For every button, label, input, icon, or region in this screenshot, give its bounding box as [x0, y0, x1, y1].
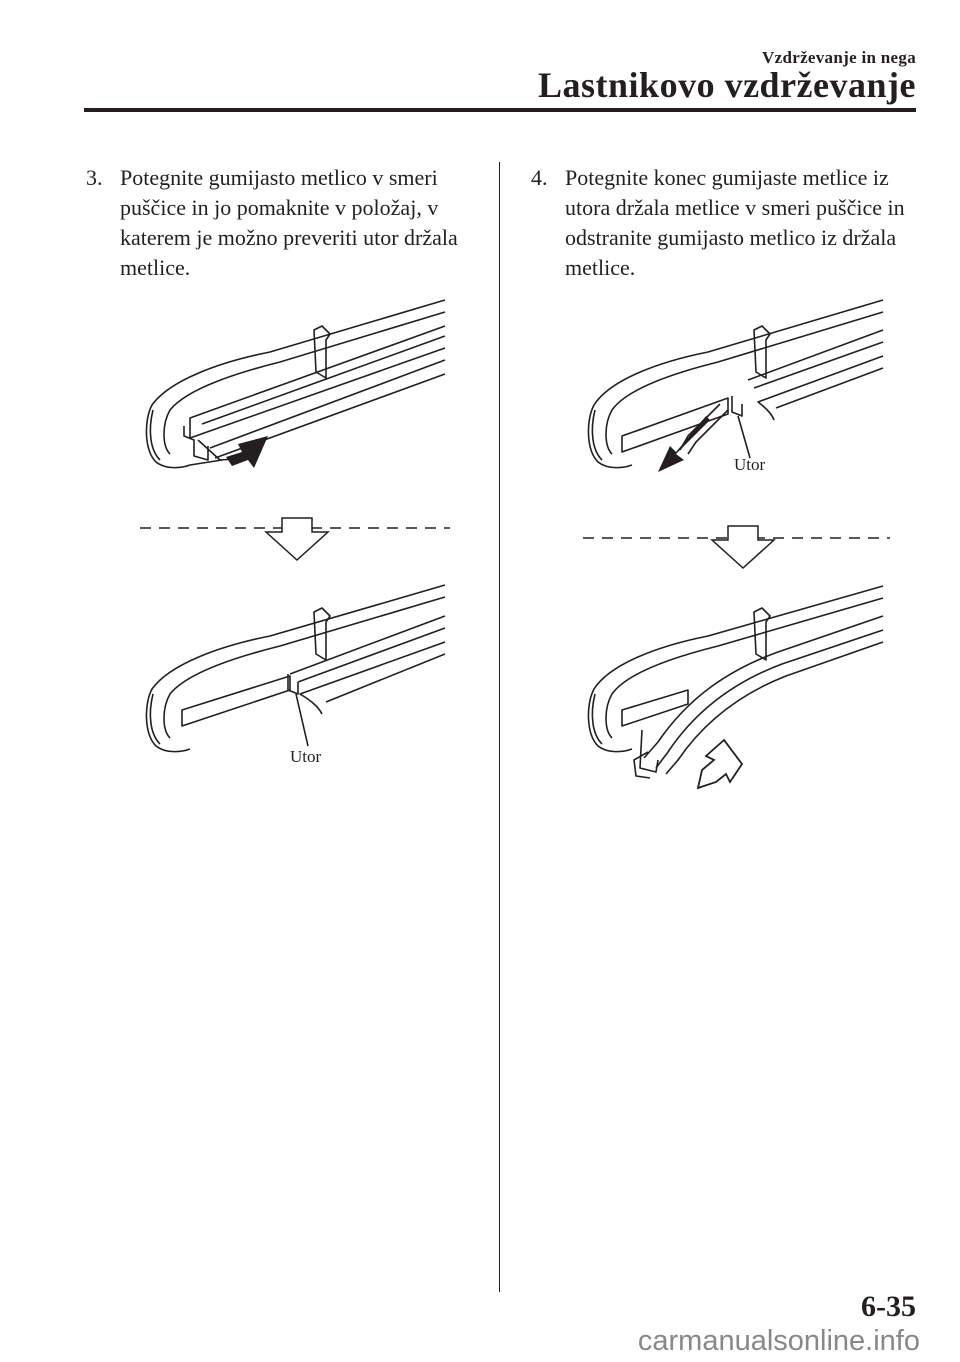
page-number: 6-35 — [861, 1290, 916, 1323]
wiper-rail-lower — [300, 642, 445, 714]
groove-label-3: Utor — [290, 747, 322, 766]
groove-label-4: Utor — [734, 455, 766, 474]
figure-step-3 — [130, 290, 460, 780]
step-4-text: Potegnite konec gumijaste metlice iz utora držala metlice v smeri puščice in odstranite gumijasto metlico iz držala metlice. — [565, 165, 905, 280]
down-arrow-icon — [266, 518, 328, 560]
wiper-rubber-strip — [182, 676, 290, 726]
down-arrow-icon-2 — [712, 526, 774, 568]
watermark: carmanualsonline.info — [637, 1325, 920, 1357]
figure-step-4 — [578, 290, 898, 810]
section-title: Vzdrževanje in nega — [762, 48, 916, 67]
step-4-number: 4. — [531, 165, 548, 190]
step-3 — [86, 163, 482, 283]
header-rule — [84, 108, 916, 112]
chapter-title: Lastnikovo vzdrževanje — [538, 65, 916, 105]
arrow-pull-icon — [658, 416, 710, 472]
column-divider — [499, 162, 500, 1292]
step-4 — [531, 163, 931, 283]
step-3-number: 3. — [86, 165, 103, 190]
step-3-text: Potegnite gumijasto metlico v smeri puščice in jo pomaknite v položaj, v katerem je možno preveriti utor držala metlice. — [120, 165, 458, 280]
groove-leader-line — [296, 694, 308, 746]
arrow-remove-icon — [698, 740, 742, 788]
